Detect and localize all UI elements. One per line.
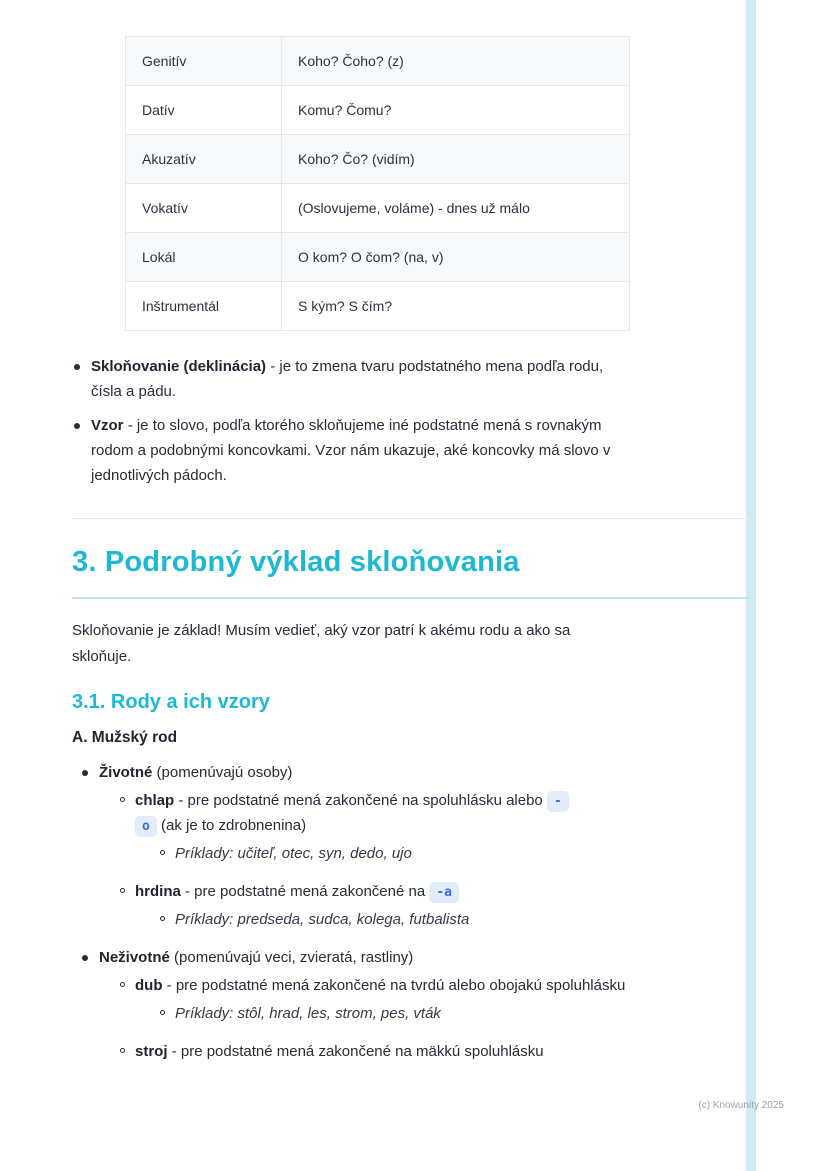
table-row — [126, 86, 630, 135]
bullet-circle-icon — [160, 850, 165, 855]
list-item-text — [135, 973, 625, 998]
case-name-cell: Inštrumentál — [126, 282, 282, 331]
examples-line — [160, 1001, 756, 1026]
bullet-disc-icon — [82, 770, 88, 776]
pattern-desc-continued: (ak je to zdrobnenina) — [161, 817, 307, 834]
definition-term: Skloňovanie (deklinácia) — [91, 358, 267, 375]
table-row — [126, 37, 630, 86]
pattern-name: stroj — [135, 1043, 168, 1060]
definition-body: - je to slovo, podľa ktorého skloňujeme iné podstatné mená s rovnakým rodom a podobnými koncovkami. Vzor nám ukazuje, aké koncovky má slovo v jednotlivých pádoch. — [91, 417, 611, 484]
heading-underline — [72, 597, 748, 599]
pattern-desc: - pre podstatné mená zakončené na tvrdú alebo obojakú spoluhlásku — [166, 977, 626, 994]
table-row — [126, 135, 630, 184]
case-question-cell: O kom? O čom? (na, v) — [282, 233, 630, 282]
pattern-category: Životné — [99, 764, 153, 781]
case-name-cell: Datív — [126, 86, 282, 135]
intro-paragraph: Skloňovanie je základ! Musím vedieť, aký vzor patrí k akému rodu a ako sa skloňuje. — [72, 622, 571, 665]
bullet-disc-icon — [74, 364, 80, 370]
gender-group-title: A. Mužský rod — [72, 729, 178, 746]
case-question-cell: S kým? S čím? — [282, 282, 630, 331]
bullet-circle-icon — [120, 982, 125, 987]
section-heading: 3. Podrobný výklad skloňovania — [72, 546, 520, 578]
suffix-badge: -a — [429, 882, 459, 903]
examples-text: Príklady: predseda, sudca, kolega, futbalista — [175, 911, 470, 928]
bullet-circle-icon — [120, 797, 125, 802]
definition-text — [91, 413, 626, 488]
subsection-heading: 3.1. Rody a ich vzory — [72, 691, 270, 713]
list-item-text — [135, 1039, 544, 1064]
definition-term: Vzor — [91, 417, 124, 434]
list-item-text — [99, 945, 413, 970]
examples-text: Príklady: stôl, hrad, les, strom, pes, vták — [175, 1005, 441, 1022]
list-item-text — [135, 879, 459, 904]
list-item-text — [135, 788, 569, 838]
definition-list — [72, 354, 632, 488]
table-row — [126, 184, 630, 233]
list-item-animate — [72, 760, 756, 785]
suffix-badge: o — [135, 816, 157, 837]
list-item-stroj — [120, 1039, 756, 1064]
bullet-disc-icon — [82, 955, 88, 961]
bullet-disc-icon — [74, 423, 80, 429]
page-content — [72, 36, 756, 1064]
examples-line — [160, 907, 756, 932]
bullet-circle-icon — [120, 1048, 125, 1053]
bullet-circle-icon — [120, 888, 125, 893]
case-question-cell: (Oslovujeme, voláme) - dnes už málo — [282, 184, 630, 233]
section-divider — [72, 518, 748, 519]
definition-text — [91, 354, 626, 404]
definition-item — [72, 413, 632, 488]
case-name-cell: Vokatív — [126, 184, 282, 233]
examples-text: Príklady: učiteľ, otec, syn, dedo, ujo — [175, 845, 412, 862]
pattern-desc: - pre podstatné mená zakončené na — [185, 883, 426, 900]
definition-item — [72, 354, 632, 404]
pattern-name: hrdina — [135, 883, 181, 900]
case-name-cell: Lokál — [126, 233, 282, 282]
bullet-circle-icon — [160, 916, 165, 921]
copyright-notice: (c) Knowunity 2025 — [698, 1100, 784, 1111]
pattern-category-desc: (pomenúvajú veci, zvieratá, rastliny) — [174, 949, 414, 966]
cases-table — [125, 36, 630, 331]
case-question-cell: Koho? Čoho? (z) — [282, 37, 630, 86]
table-row — [126, 282, 630, 331]
examples-line — [160, 841, 756, 866]
pattern-name: chlap — [135, 792, 175, 809]
list-item-chlap — [120, 788, 756, 838]
pattern-category: Neživotné — [99, 949, 170, 966]
list-item-inanimate — [72, 945, 756, 970]
list-item-dub — [120, 973, 756, 998]
list-item-text — [99, 760, 292, 785]
definition-body: - je to zmena tvaru podstatného mena podľa rodu, čísla a pádu. — [91, 358, 604, 400]
pattern-desc: - pre podstatné mená zakončené na spoluhlásku alebo — [178, 792, 543, 809]
pattern-name: dub — [135, 977, 163, 994]
case-question-cell: Komu? Čomu? — [282, 86, 630, 135]
case-name-cell: Genitív — [126, 37, 282, 86]
case-name-cell: Akuzatív — [126, 135, 282, 184]
case-question-cell: Koho? Čo? (vidím) — [282, 135, 630, 184]
bullet-circle-icon — [160, 1010, 165, 1015]
pattern-category-desc: (pomenúvajú osoby) — [156, 764, 293, 781]
table-row — [126, 233, 630, 282]
suffix-badge: - — [547, 791, 569, 812]
list-item-hrdina — [120, 879, 756, 904]
pattern-desc: - pre podstatné mená zakončené na mäkkú spoluhlásku — [171, 1043, 544, 1060]
